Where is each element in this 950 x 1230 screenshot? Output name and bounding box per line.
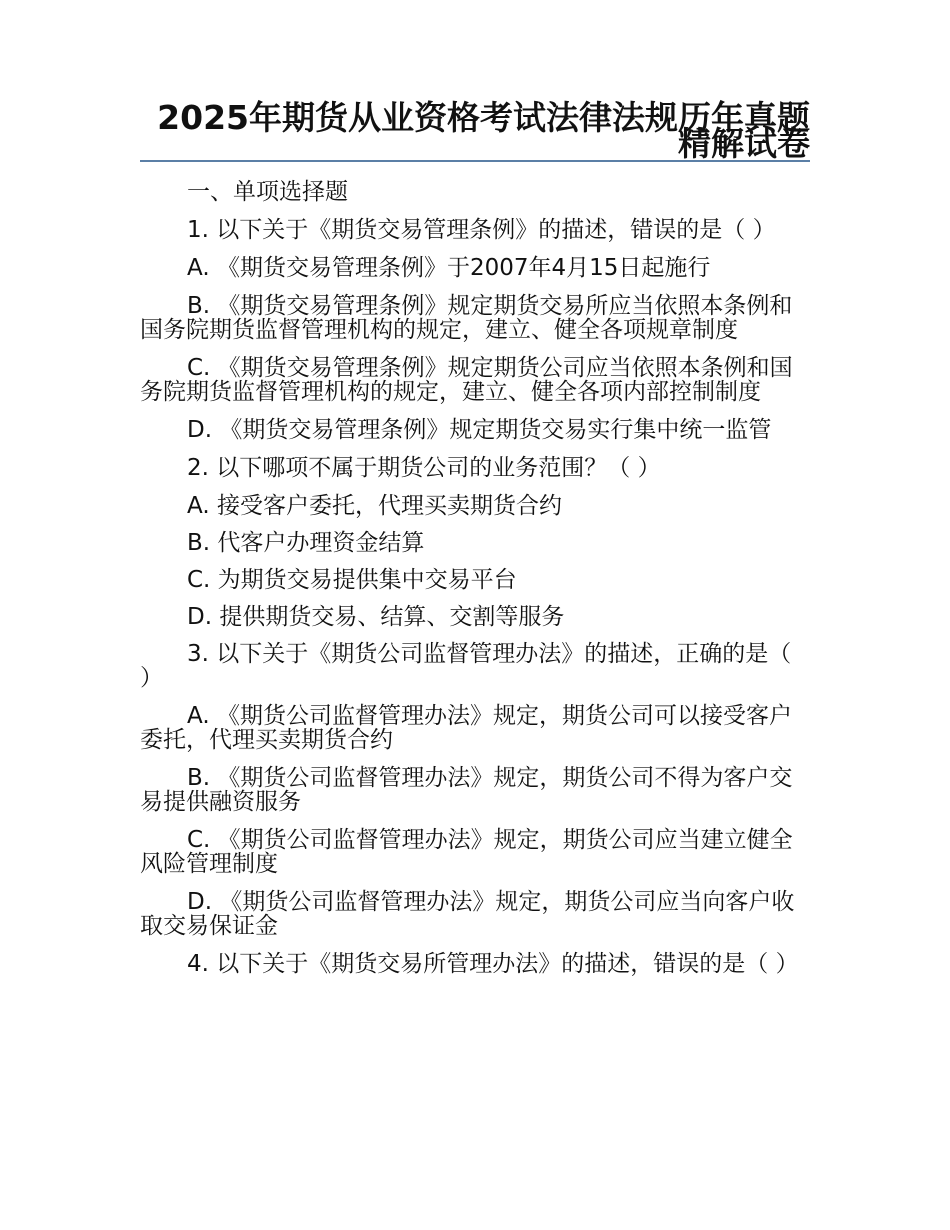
question-2-option-d: D. 提供期货交易、结算、交割等服务 (187, 604, 565, 630)
section-heading: 一、单项选择题 (187, 179, 348, 205)
question-3-option-a: A. 《期货公司监督管理办法》规定，期货公司可以接受客户委托，代理买卖期货合约 (140, 703, 792, 753)
question-1-option-c: C. 《期货交易管理条例》规定期货公司应当依照本条例和国务院期货监督管理机构的规定，建立、健全各项内部控制制度 (140, 355, 793, 405)
title-divider (140, 160, 810, 162)
question-3-stem: 3. 以下关于《期货公司监督管理办法》的描述，正确的是（ ） (140, 641, 792, 691)
question-2-option-b: B. 代客户办理资金结算 (187, 530, 425, 556)
document-body (140, 180, 810, 990)
question-4-stem: 4. 以下关于《期货交易所管理办法》的描述，错误的是（ ） (187, 951, 799, 977)
question-3-option-c: C. 《期货公司监督管理办法》规定，期货公司应当建立健全风险管理制度 (140, 827, 793, 877)
question-1-option-b: B. 《期货交易管理条例》规定期货交易所应当依照本条例和国务院期货监督管理机构的规定，建立、健全各项规章制度 (140, 293, 793, 343)
question-3-option-d: D. 《期货公司监督管理办法》规定，期货公司应当向客户收取交易保证金 (140, 889, 795, 939)
question-1-option-d: D. 《期货交易管理条例》规定期货交易实行集中统一监管 (187, 417, 772, 443)
question-2-stem: 2. 以下哪项不属于期货公司的业务范围？（ ） (187, 455, 661, 481)
document-title: 2025年期货从业资格考试法律法规历年真题精解试卷 (157, 98, 810, 163)
question-2-option-a: A. 接受客户委托，代理买卖期货合约 (187, 493, 562, 519)
question-1-option-a: A. 《期货交易管理条例》于2007年4月15日起施行 (187, 255, 711, 281)
question-1-stem: 1. 以下关于《期货交易管理条例》的描述，错误的是（ ） (187, 217, 776, 243)
question-3-option-b: B. 《期货公司监督管理办法》规定，期货公司不得为客户交易提供融资服务 (140, 765, 793, 815)
question-2-option-c: C. 为期货交易提供集中交易平台 (187, 567, 517, 593)
